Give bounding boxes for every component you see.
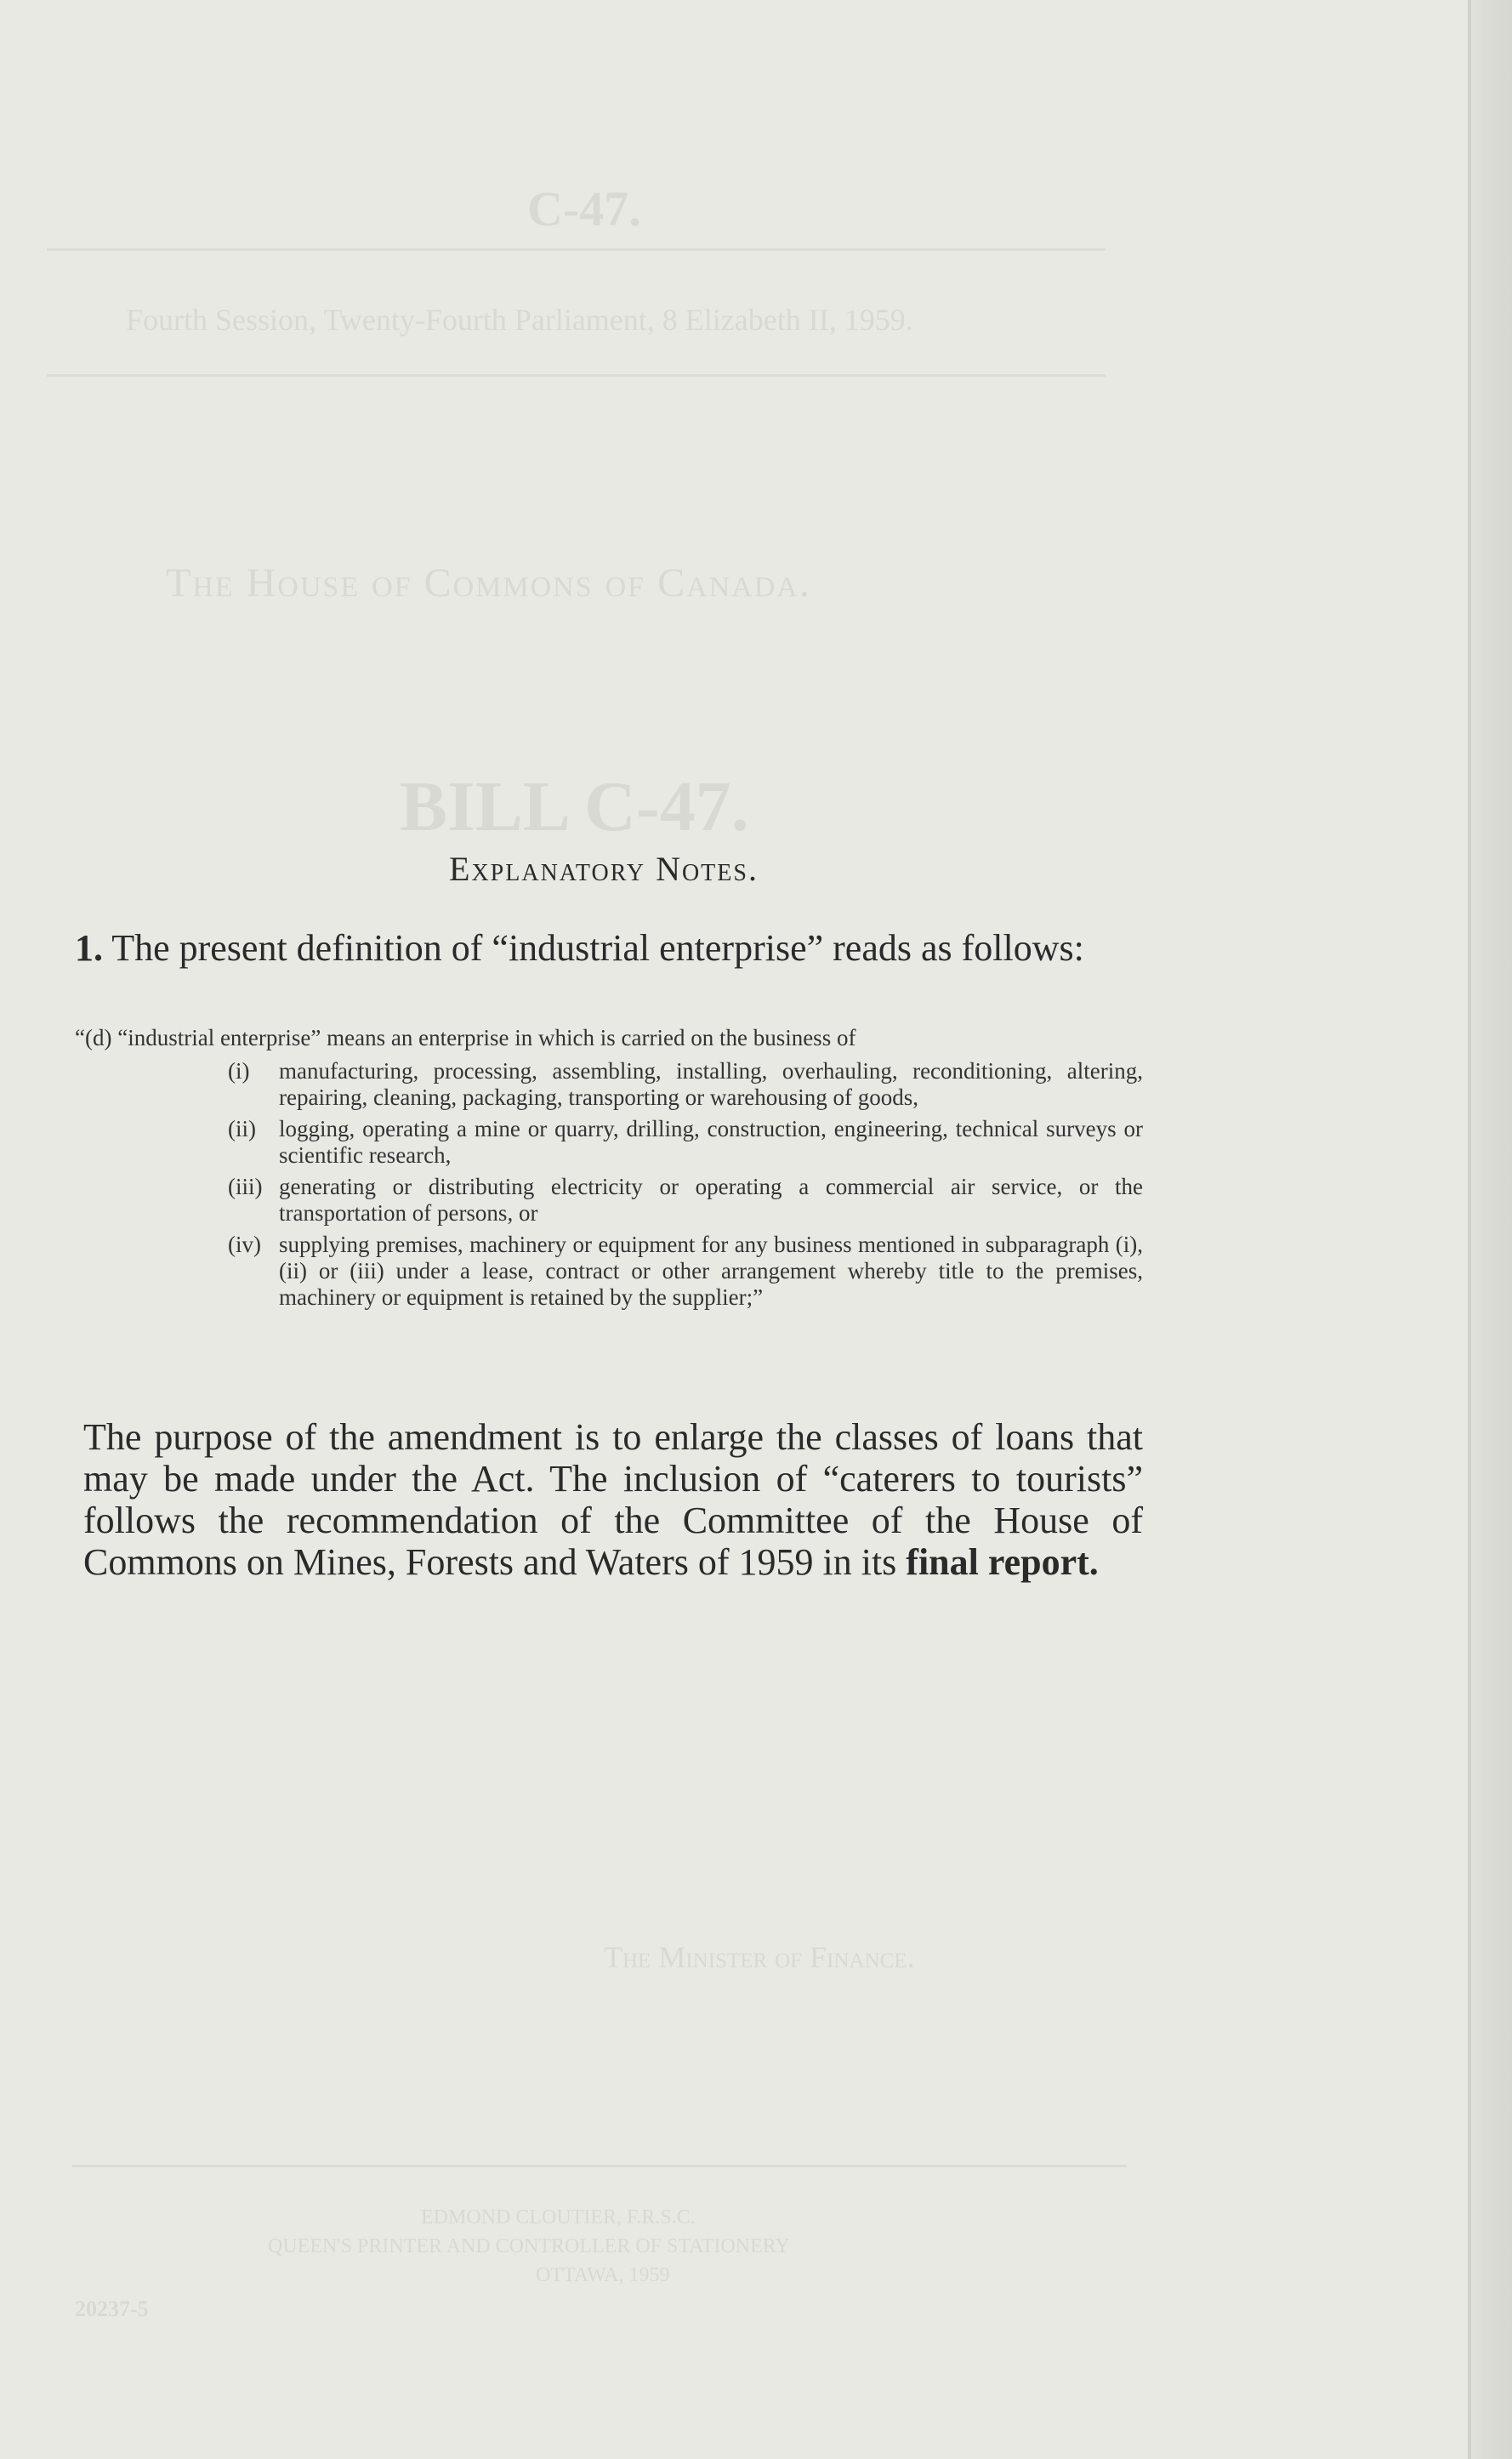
note-intro [75, 927, 1143, 970]
clause-ii [228, 1116, 1143, 1169]
clause-label: (iv) [228, 1232, 261, 1257]
note-number: 1. [75, 927, 103, 969]
ghost-bill-number: C-47. [527, 181, 641, 236]
ghost-rule [47, 374, 1106, 377]
quoted-definition [75, 1025, 1143, 1316]
ghost-rule [72, 2165, 1127, 2167]
ghost-code: 20237-5 [75, 2297, 149, 2321]
page-edge [1468, 0, 1512, 2459]
clause-label: (iii) [228, 1174, 263, 1199]
definition-label: “(d) [75, 1025, 112, 1050]
clause-text: manufacturing, processing, assembling, installing, overhauling, reconditioning, altering, repairing, cleaning, packaging, transporting or warehousing of goods, [279, 1058, 1143, 1110]
clause-text: supplying premises, machinery or equipment for any business mentioned in subparagraph (i), (ii) or (iii) under a lease, contract or other arrangement whereby title to the premises, machinery or equipment is retained by the supplier;” [279, 1232, 1143, 1310]
clause-iv [228, 1232, 1143, 1311]
clause-text: generating or distributing electricity or operating a commercial air service, or the transportation of persons, or [279, 1174, 1143, 1226]
clause-i [228, 1058, 1143, 1111]
ghost-printer-line: QUEEN'S PRINTER AND CONTROLLER OF STATIONERY [268, 2235, 790, 2257]
definition-paragraph [75, 1025, 1143, 1051]
clause-iii [228, 1174, 1143, 1227]
ghost-printer-line: EDMOND CLOUTIER, F.R.S.C. [421, 2206, 696, 2228]
ghost-minister: The Minister of Finance. [604, 1940, 915, 1974]
note-intro-text: The present definition of “industrial enterprise” reads as follows: [111, 927, 1084, 969]
purpose-end: final report. [906, 1541, 1099, 1583]
ghost-session-line: Fourth Session, Twenty-Fourth Parliament, 8 Elizabeth II, 1959. [126, 303, 913, 337]
explanatory-notes-heading: Explanatory Notes. [449, 850, 759, 888]
definition-text: “industrial enterprise” means an enterprise in which is carried on the business of [117, 1025, 856, 1050]
purpose-text: The purpose of the amendment is to enlarge the classes of loans that may be made under the Act. The inclusion of “caterers to tourists” follows the recommendation of the Committee of the House of Commons on Mines, Forests and Waters of 1959 in its [83, 1416, 1143, 1583]
clause-label: (i) [228, 1058, 250, 1084]
purpose-paragraph [83, 1416, 1143, 1583]
ghost-rule [47, 248, 1106, 251]
ghost-house-title: The House of Commons of Canada. [166, 561, 811, 606]
ghost-printer-line: OTTAWA, 1959 [536, 2264, 670, 2286]
clause-label: (ii) [228, 1116, 256, 1141]
ghost-bill-title: BILL C-47. [400, 767, 749, 846]
clause-text: logging, operating a mine or quarry, drilling, construction, engineering, technical surveys or scientific research, [279, 1116, 1143, 1168]
